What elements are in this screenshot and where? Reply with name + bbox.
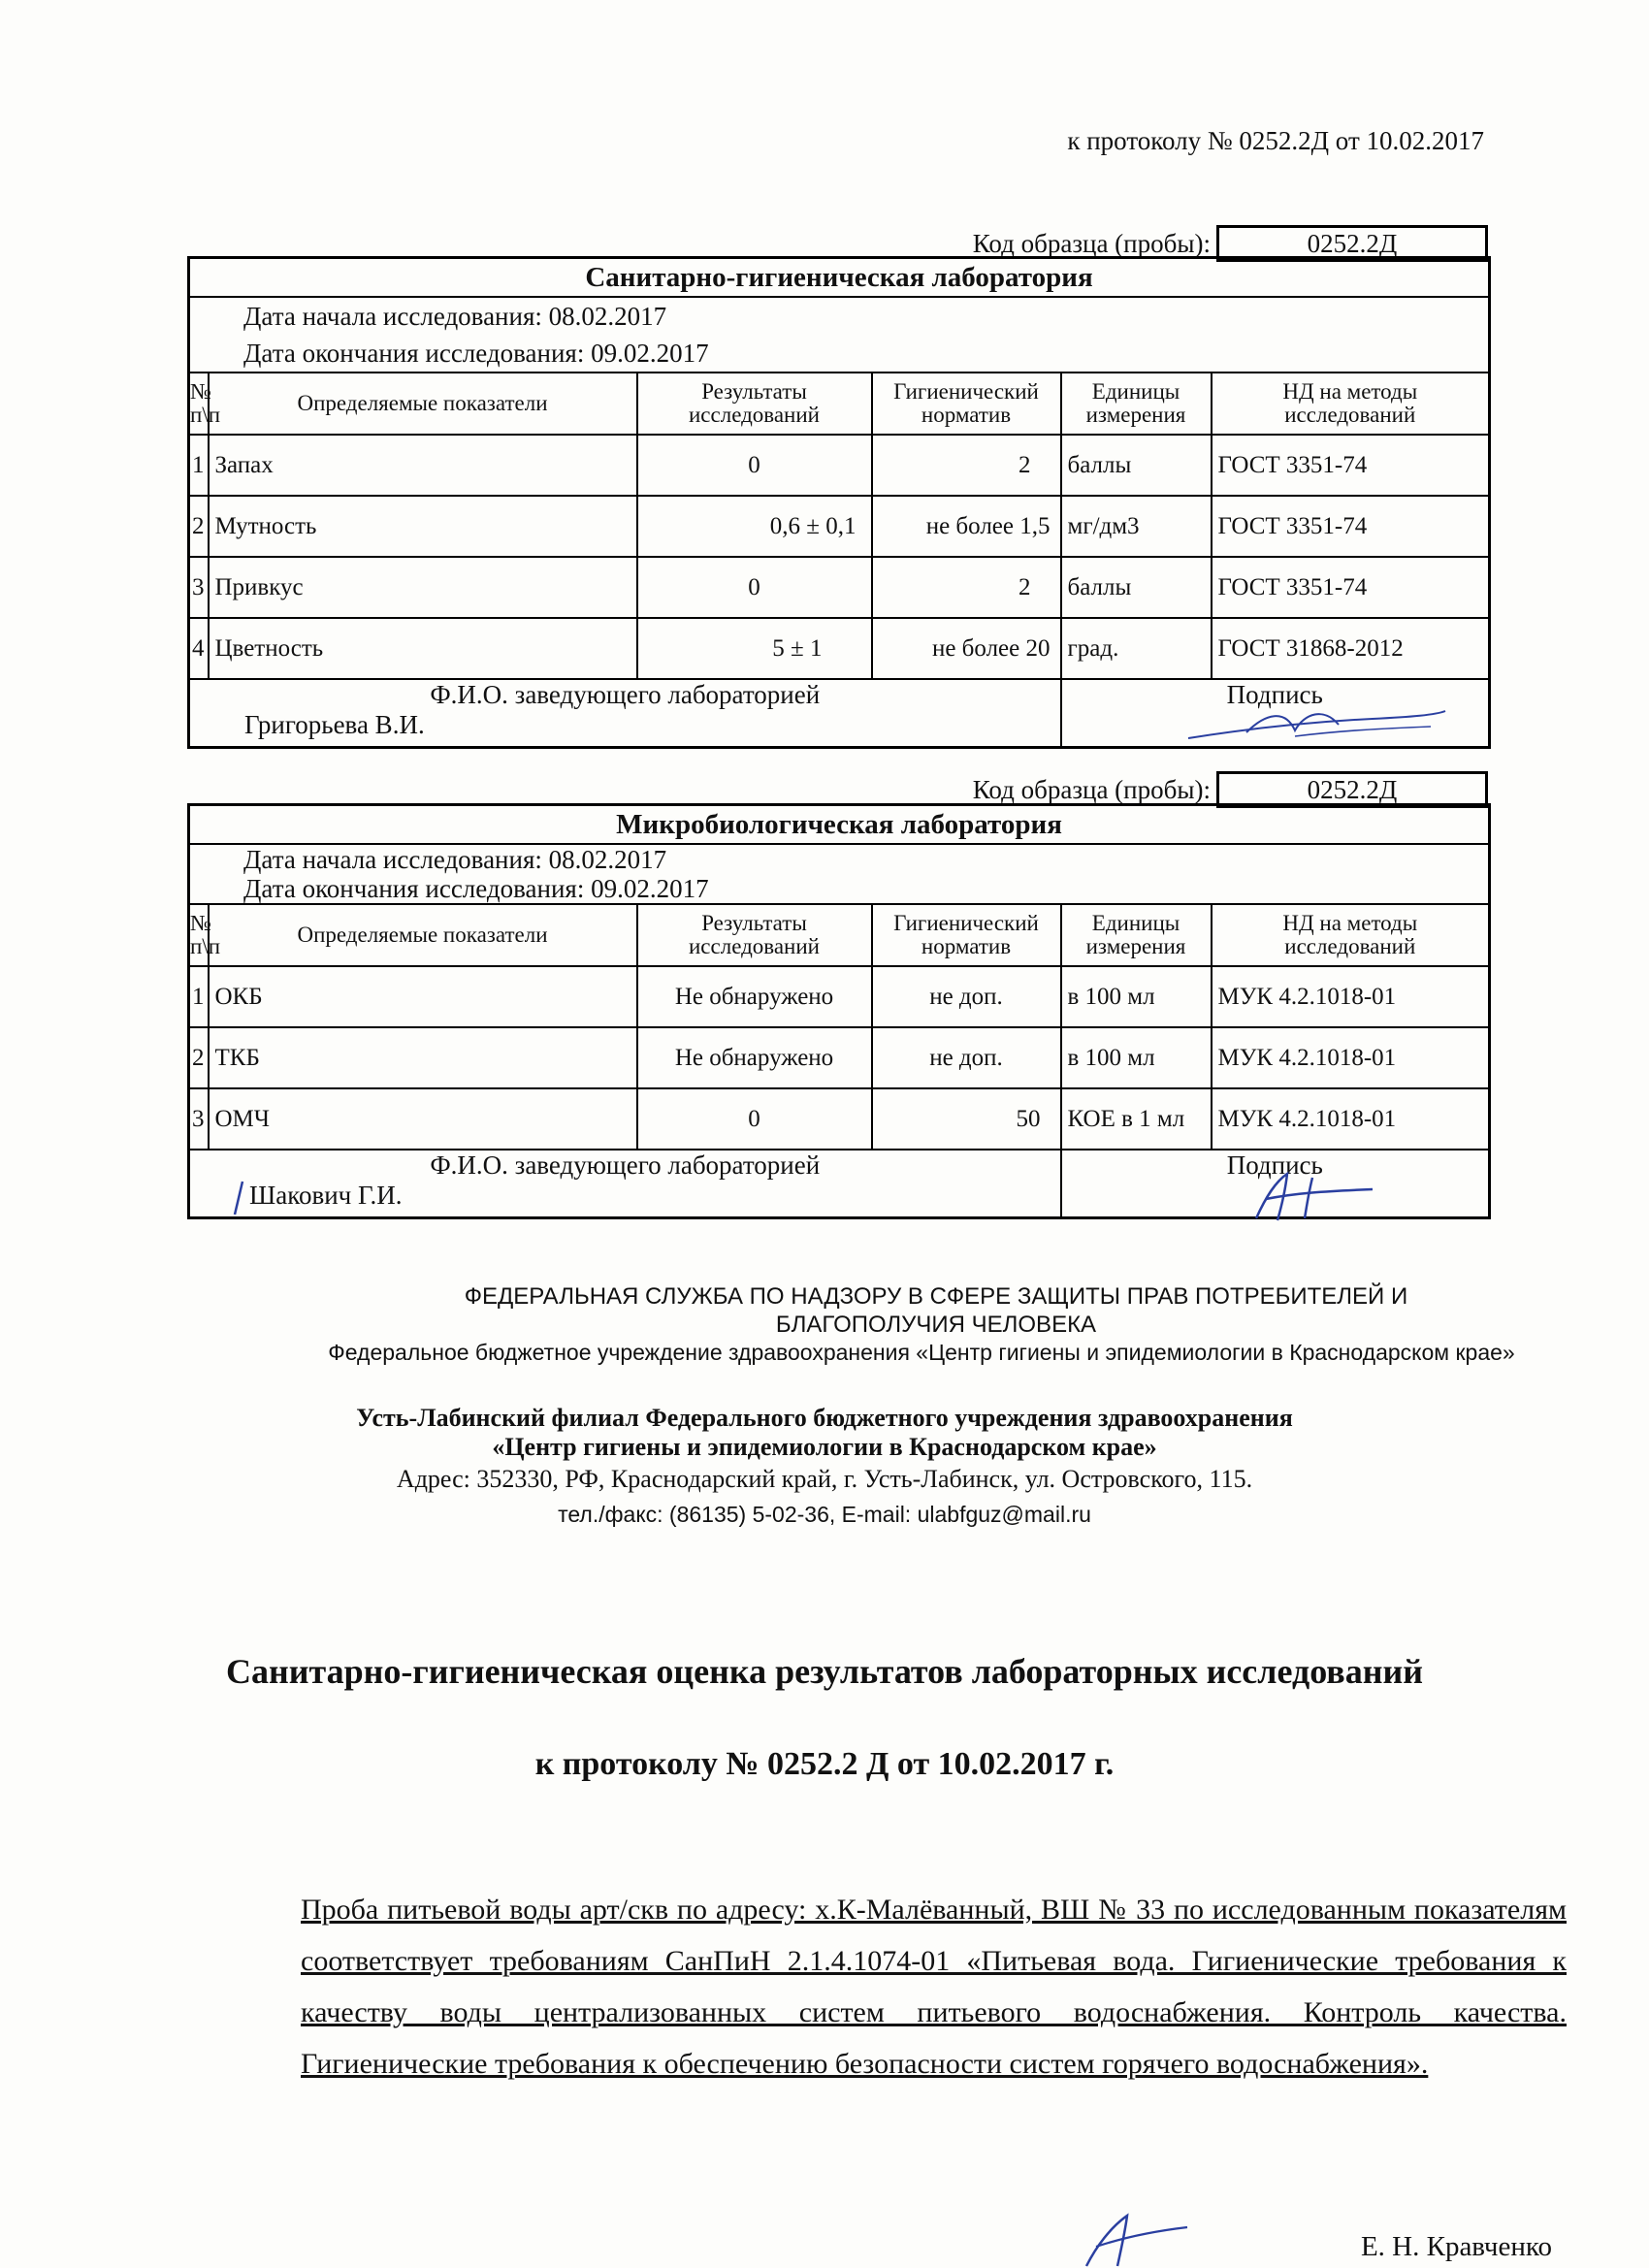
date-end: Дата окончания исследования: 09.02.2017 xyxy=(189,874,1490,904)
table-header-row xyxy=(189,904,1490,966)
evaluation-title: Санитарно-гигиеническая оценка результатов лабораторных исследований xyxy=(226,1652,1423,1691)
evaluation-conclusion: Проба питьевой воды арт/скв по адресу: х.К-Малёванный, ВШ № 33 по исследованным показателям соответствует требованиям СанПиН 2.1.4.1074-01 «Питьевая вода. Гигиенические требования к качеству воды централизованных систем питьевого водоснабжения. Контроль качества. Гигиенические требования к обеспечению безопасности систем горячего водоснабжения». xyxy=(301,1894,1567,2080)
protocol-reference: к протоколу № 0252.2Д от 10.02.2017 xyxy=(1067,126,1484,155)
unit-value: град. xyxy=(1061,618,1212,679)
institution-name: Федеральное бюджетное учреждение здравоохранения «Центр гигиены и эпидемиологии в Краснодарском крае» xyxy=(328,1340,1515,1365)
indicator-name: ОКБ xyxy=(209,966,637,1027)
head-name: Григорьева В.И. xyxy=(244,710,425,739)
norm-value: не доп. xyxy=(872,966,1061,1027)
branch-address: Адрес: 352330, РФ, Краснодарский край, г. Усть-Лабинск, ул. Островского, 115. xyxy=(396,1465,1253,1493)
row-number: 4 xyxy=(189,618,209,679)
indicator-name: ТКБ xyxy=(209,1027,637,1088)
method-value: ГОСТ 3351-74 xyxy=(1212,496,1490,557)
evaluator-signature xyxy=(1057,2192,1193,2268)
lab-title: Санитарно-гигиеническая лаборатория xyxy=(189,258,1490,298)
signature-label: Подпись xyxy=(1226,680,1323,709)
table-row xyxy=(189,435,1490,496)
table-row xyxy=(189,1088,1490,1150)
row-number: 2 xyxy=(189,1027,209,1088)
sample-code-value: 0252.2Д xyxy=(1216,771,1488,808)
norm-value: не более 20 xyxy=(872,618,1061,679)
signature-label: Подпись xyxy=(1226,1150,1323,1180)
table-row xyxy=(189,557,1490,618)
date-start: Дата начала исследования: 08.02.2017 xyxy=(189,844,1490,874)
head-name: Шакович Г.И. xyxy=(249,1181,403,1210)
unit-value: мг/дм3 xyxy=(1061,496,1212,557)
indicator-name: ОМЧ xyxy=(209,1088,637,1150)
table-row xyxy=(189,496,1490,557)
handwritten-mark xyxy=(229,1180,248,1218)
indicator-name: Привкус xyxy=(209,557,637,618)
head-label: Ф.И.О. заведующего лабораторией xyxy=(430,1150,821,1180)
row-number: 3 xyxy=(189,557,209,618)
column-header: Единицы измерения xyxy=(1061,373,1212,435)
norm-value: не доп. xyxy=(872,1027,1061,1088)
table-header-row xyxy=(189,373,1490,435)
norm-value: 2 xyxy=(872,557,1061,618)
method-value: ГОСТ 3351-74 xyxy=(1212,435,1490,496)
evaluator-name: Е. Н. Кравченко xyxy=(1360,2231,1552,2262)
column-header: НД на методы исследований xyxy=(1212,373,1490,435)
result-value: 0,6 ± 0,1 xyxy=(637,496,872,557)
handwritten-signature xyxy=(1179,701,1450,750)
table-row xyxy=(189,1027,1490,1088)
column-header: Гигиенический норматив xyxy=(872,904,1061,966)
table-row xyxy=(189,618,1490,679)
unit-value: КОЕ в 1 мл xyxy=(1061,1088,1212,1150)
head-cell xyxy=(189,1150,1061,1218)
column-header: № п\п xyxy=(189,904,209,966)
branch-name-line2: «Центр гигиены и эпидемиологии в Краснодарском крае» xyxy=(492,1433,1157,1461)
row-number: 3 xyxy=(189,1088,209,1150)
row-number: 1 xyxy=(189,435,209,496)
sample-code-value: 0252.2Д xyxy=(1216,225,1488,262)
column-header: Определяемые показатели xyxy=(209,904,637,966)
norm-value: 2 xyxy=(872,435,1061,496)
result-value: Не обнаружено xyxy=(637,966,872,1027)
unit-value: в 100 мл xyxy=(1061,1027,1212,1088)
result-value: 0 xyxy=(637,435,872,496)
result-value: 0 xyxy=(637,557,872,618)
indicator-name: Мутность xyxy=(209,496,637,557)
head-cell xyxy=(189,679,1061,748)
agency-name: ФЕДЕРАЛЬНАЯ СЛУЖБА ПО НАДЗОРУ В СФЕРЕ ЗАЩИТЫ ПРАВ ПОТРЕБИТЕЛЕЙ И БЛАГОПОЛУЧИЯ ЧЕЛОВЕКА xyxy=(464,1283,1408,1338)
branch-name-line1: Усть-Лабинский филиал Федерального бюджетного учреждения здравоохранения xyxy=(356,1404,1293,1432)
signature-cell xyxy=(1061,1150,1490,1218)
method-value: ГОСТ 3351-74 xyxy=(1212,557,1490,618)
lab-title: Микробиологическая лаборатория xyxy=(189,805,1490,845)
norm-value: 50 xyxy=(872,1088,1061,1150)
head-label: Ф.И.О. заведующего лабораторией xyxy=(430,680,821,709)
norm-value: не более 1,5 xyxy=(872,496,1061,557)
unit-value: баллы xyxy=(1061,435,1212,496)
indicator-name: Запах xyxy=(209,435,637,496)
signature-cell xyxy=(1061,679,1490,748)
date-end: Дата окончания исследования: 09.02.2017 xyxy=(189,335,1490,373)
column-header: Результаты исследований xyxy=(637,904,872,966)
column-header: Гигиенический норматив xyxy=(872,373,1061,435)
indicator-name: Цветность xyxy=(209,618,637,679)
branch-contacts: тел./факс: (86135) 5-02-36, E-mail: ulabfguz@mail.ru xyxy=(558,1502,1091,1527)
signature-row xyxy=(189,679,1490,748)
column-header: Определяемые показатели xyxy=(209,373,637,435)
result-value: 5 ± 1 xyxy=(637,618,872,679)
result-value: 0 xyxy=(637,1088,872,1150)
column-header: НД на методы исследований xyxy=(1212,904,1490,966)
sample-code-label: Код образца (пробы): xyxy=(972,229,1211,258)
micro-lab-table xyxy=(187,803,1491,1219)
sanitary-lab-table xyxy=(187,256,1491,749)
date-start: Дата начала исследования: 08.02.2017 xyxy=(189,297,1490,335)
unit-value: в 100 мл xyxy=(1061,966,1212,1027)
row-number: 2 xyxy=(189,496,209,557)
table-row xyxy=(189,966,1490,1027)
sample-code-label: Код образца (пробы): xyxy=(972,775,1211,804)
handwritten-signature xyxy=(1227,1168,1382,1222)
method-value: МУК 4.2.1018-01 xyxy=(1212,966,1490,1027)
column-header: Результаты исследований xyxy=(637,373,872,435)
method-value: ГОСТ 31868-2012 xyxy=(1212,618,1490,679)
unit-value: баллы xyxy=(1061,557,1212,618)
column-header: № п\п xyxy=(189,373,209,435)
method-value: МУК 4.2.1018-01 xyxy=(1212,1088,1490,1150)
evaluation-subtitle: к протоколу № 0252.2 Д от 10.02.2017 г. xyxy=(534,1746,1115,1782)
column-header: Единицы измерения xyxy=(1061,904,1212,966)
branch-name xyxy=(0,1404,1649,1462)
signature-row xyxy=(189,1150,1490,1218)
row-number: 1 xyxy=(189,966,209,1027)
method-value: МУК 4.2.1018-01 xyxy=(1212,1027,1490,1088)
result-value: Не обнаружено xyxy=(637,1027,872,1088)
